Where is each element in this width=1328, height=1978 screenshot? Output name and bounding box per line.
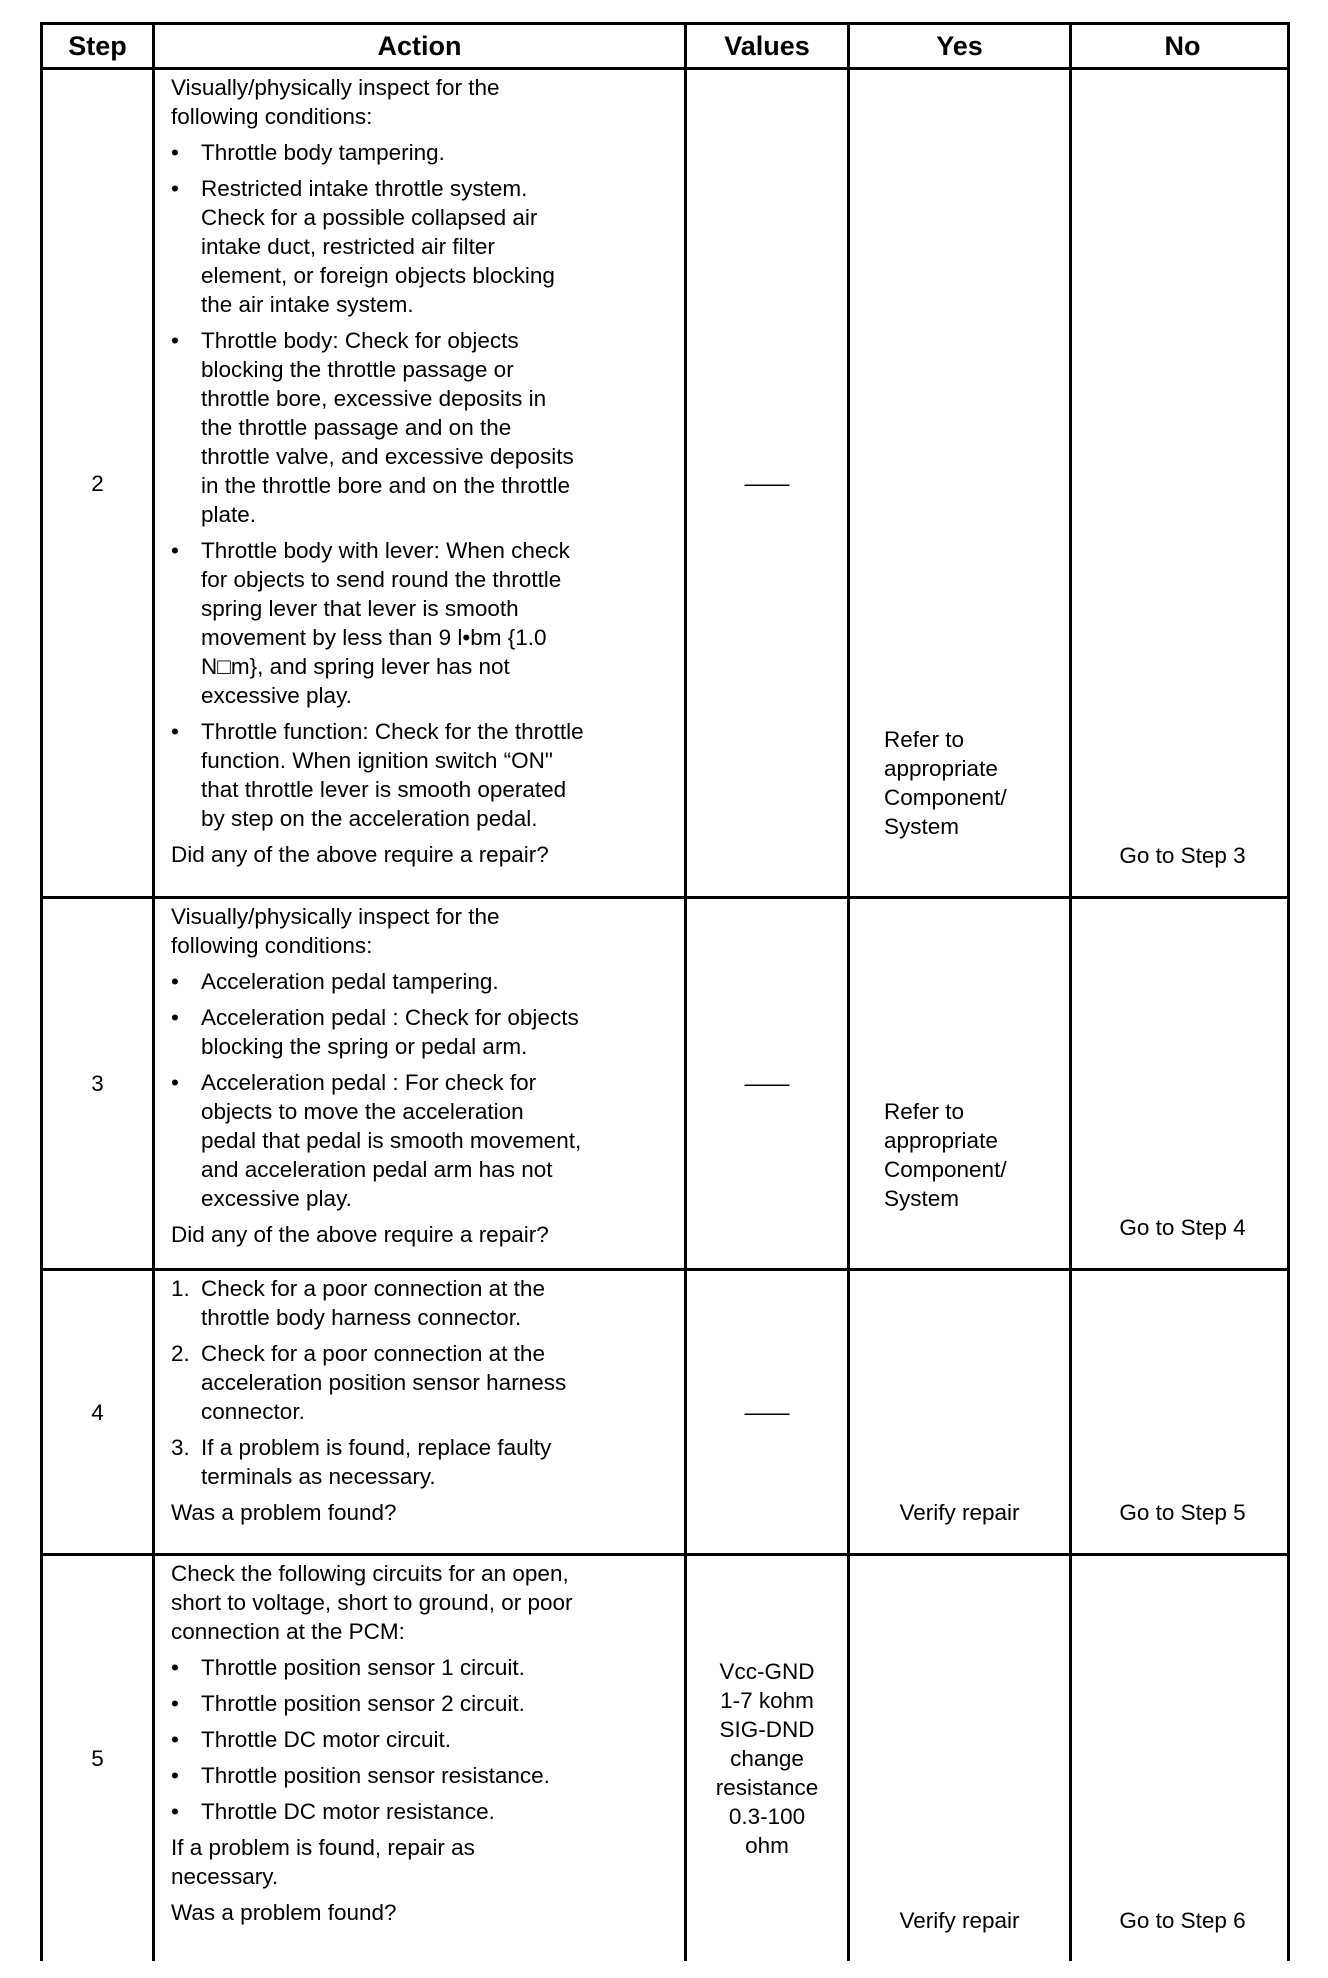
step-number: 4 — [43, 1271, 155, 1553]
bullet-icon: • — [171, 176, 179, 201]
diagnostic-table — [40, 22, 1290, 1961]
header-step: Step — [43, 25, 155, 67]
action-list-item — [171, 326, 674, 529]
action-intro: Visually/physically inspect for the following conditions: — [171, 75, 500, 129]
action-item-text: Throttle function: Check for the throttle function. When ignition switch “ON" that throttle lever is smooth operated by step on the acceleration pedal. — [201, 719, 584, 831]
bullet-icon: • — [171, 328, 179, 353]
bullet-icon: • — [171, 1655, 179, 1680]
table-row — [40, 899, 1290, 1271]
yes-cell — [850, 1556, 1072, 1961]
action-item-text: Acceleration pedal : Check for objects blocking the spring or pedal arm. — [201, 1005, 579, 1059]
no-result: Go to Step 3 — [1119, 843, 1246, 868]
action-list-item — [171, 1003, 674, 1061]
action-list-item — [171, 967, 674, 996]
table-row — [40, 1271, 1290, 1556]
action-item-text: Throttle DC motor circuit. — [201, 1727, 452, 1752]
action-question: Was a problem found? — [171, 1900, 397, 1925]
yes-result: Refer to appropriate Component/ System — [884, 727, 1007, 839]
header-action: Action — [155, 25, 687, 67]
action-question: Did any of the above require a repair? — [171, 842, 549, 867]
bullet-icon: • — [171, 1005, 179, 1030]
yes-result: Verify repair — [899, 1908, 1020, 1933]
no-cell — [1072, 70, 1293, 896]
action-list-item — [171, 536, 674, 710]
yes-result: Verify repair — [899, 1500, 1020, 1525]
action-item-text: Acceleration pedal : For check for objects to move the acceleration pedal that pedal is smooth movement, and acceleration pedal arm has not excessive play. — [201, 1070, 582, 1211]
table-row — [40, 70, 1290, 899]
action-item-text: Throttle DC motor resistance. — [201, 1799, 495, 1824]
values-cell: —— — [687, 899, 850, 1268]
list-number: 2. — [171, 1341, 190, 1366]
action-list-item — [171, 717, 674, 833]
table-header — [40, 22, 1290, 70]
action-item-text: Throttle position sensor 2 circuit. — [201, 1691, 525, 1716]
action-list-item — [171, 1761, 674, 1790]
action-intro: Visually/physically inspect for the following conditions: — [171, 904, 500, 958]
list-number: 3. — [171, 1435, 190, 1460]
action-cell — [155, 899, 687, 1268]
bullet-icon: • — [171, 1070, 179, 1095]
action-item-text: Throttle position sensor resistance. — [201, 1763, 550, 1788]
bullet-icon: • — [171, 719, 179, 744]
no-cell — [1072, 1271, 1293, 1553]
action-note: If a problem is found, repair as necessary. — [171, 1835, 475, 1889]
yes-cell — [850, 70, 1072, 896]
values-cell: —— — [687, 1271, 850, 1553]
action-item-text: Throttle body tampering. — [201, 140, 445, 165]
no-cell — [1072, 899, 1293, 1268]
action-list-item — [171, 174, 674, 319]
action-list-item — [171, 1653, 674, 1682]
action-list-item — [171, 138, 674, 167]
action-item-text: Restricted intake throttle system. Check for a possible collapsed air intake duct, restricted air filter element, or foreign objects blocking the air intake system. — [201, 176, 555, 317]
action-cell — [155, 1271, 687, 1553]
list-number: 1. — [171, 1276, 190, 1301]
action-item-text: If a problem is found, replace faulty terminals as necessary. — [201, 1435, 552, 1489]
action-item-text: Throttle body with lever: When check for objects to send round the throttle spring lever that lever is smooth movement by less than 9 l•bm {1.0 N□m}, and spring lever has not excessive play. — [201, 538, 570, 708]
no-result: Go to Step 5 — [1119, 1500, 1246, 1525]
yes-result: Refer to appropriate Component/ System — [884, 1099, 1007, 1211]
header-values: Values — [687, 25, 850, 67]
action-question: Was a problem found? — [171, 1500, 397, 1525]
bullet-icon: • — [171, 969, 179, 994]
yes-cell — [850, 1271, 1072, 1553]
header-yes: Yes — [850, 25, 1072, 67]
table-row — [40, 1556, 1290, 1961]
step-number: 2 — [43, 70, 155, 896]
bullet-icon: • — [171, 1763, 179, 1788]
step-number: 3 — [43, 899, 155, 1268]
action-item-text: Check for a poor connection at the acceleration position sensor harness connector. — [201, 1341, 567, 1424]
action-list-item — [171, 1068, 674, 1213]
action-item-text: Throttle position sensor 1 circuit. — [201, 1655, 525, 1680]
no-result: Go to Step 6 — [1119, 1908, 1246, 1933]
action-item-text: Check for a poor connection at the throttle body harness connector. — [201, 1276, 545, 1330]
action-list-item — [171, 1725, 674, 1754]
values-cell: —— — [687, 70, 850, 896]
action-item-text: Throttle body: Check for objects blocking the throttle passage or throttle bore, excessive deposits in the throttle passage and on the throttle valve, and excessive deposits in the throttle bore and on the throttle plate. — [201, 328, 574, 527]
action-list-item — [171, 1433, 674, 1491]
values-cell: Vcc-GND 1-7 kohm SIG-DND change resistance 0.3-100 ohm — [687, 1556, 850, 1961]
step-number: 5 — [43, 1556, 155, 1961]
action-list-item — [171, 1797, 674, 1826]
no-cell — [1072, 1556, 1293, 1961]
bullet-icon: • — [171, 1799, 179, 1824]
bullet-icon: • — [171, 1727, 179, 1752]
action-list-item — [171, 1274, 674, 1332]
action-cell — [155, 70, 687, 896]
bullet-icon: • — [171, 538, 179, 563]
action-cell — [155, 1556, 687, 1961]
no-result: Go to Step 4 — [1119, 1215, 1246, 1240]
action-intro: Check the following circuits for an open, short to voltage, short to ground, or poor connection at the PCM: — [171, 1561, 573, 1644]
action-item-text: Acceleration pedal tampering. — [201, 969, 499, 994]
header-no: No — [1164, 30, 1201, 61]
yes-cell — [850, 899, 1072, 1268]
bullet-icon: • — [171, 1691, 179, 1716]
bullet-icon: • — [171, 140, 179, 165]
action-list-item — [171, 1339, 674, 1426]
action-question: Did any of the above require a repair? — [171, 1222, 549, 1247]
action-list-item — [171, 1689, 674, 1718]
